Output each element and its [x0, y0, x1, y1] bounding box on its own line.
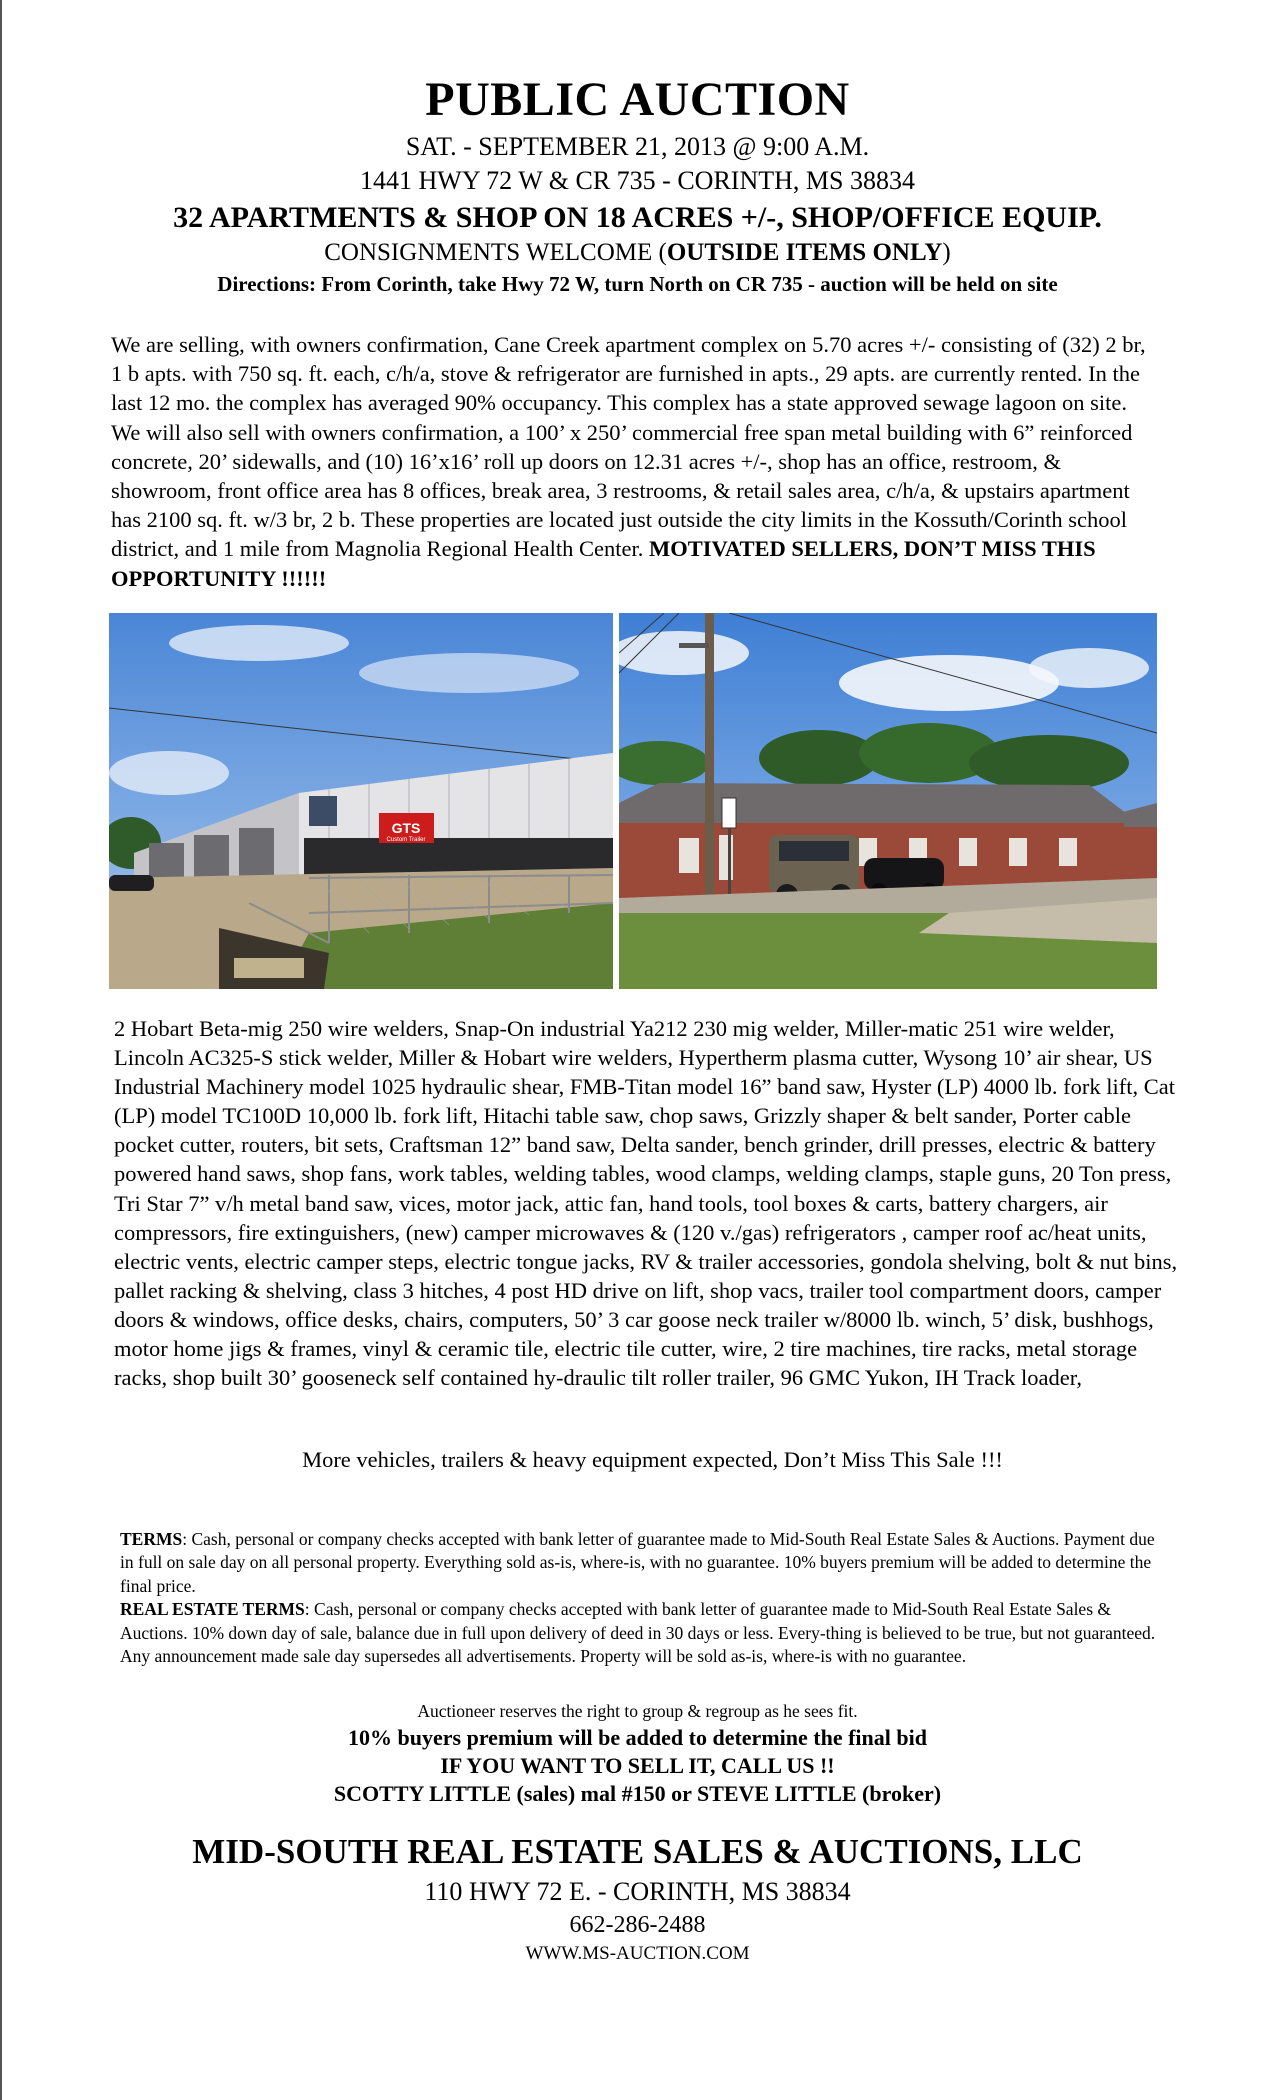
terms-label: TERMS [120, 1529, 183, 1549]
call-to-action: IF YOU WANT TO SELL IT, CALL US !! [440, 1753, 835, 1778]
company-website: WWW.MS-AUCTION.COM [525, 1943, 750, 1964]
terms-text: : Cash, personal or company checks accepted with bank letter of guarantee made to Mid-South Real Estate Sales & Auctions. Payment due in full on sale day on all personal property. Everything sold as-is, where-is, with no guarantee. 10% buyers premium will be added to determine the final price. [120, 1529, 1155, 1596]
description-text: We are selling, with owners confirmation, Cane Creek apartment complex on 5.70 acres +/- consisting of (32) 2 br, 1 b apts. with 750 sq. ft. each, c/h/a, stove & refrigerator are furnished in apts., 29 apts. are currently rented. In the last 12 mo. the complex has averaged 90% occupancy. This complex has a state approved sewage lagoon on site. We will also sell with owners confirmation, a 100’ x 250’ commercial free span metal building with 6” reinforced concrete, 20’ sidewalls, and (10) 16’x16’ roll up doors on 12.31 acres +/-, shop has an office, restroom, & showroom, front office area has 8 offices, break area, 3 restrooms, & retail sales area, c/h/a, & upstairs apartment has 2100 sq. ft. w/3 br, 2 b. These properties are located just outside the city limits in the Kossuth/Corinth school district, and 1 mile from Magnolia Regional Health Center. [111, 332, 1146, 562]
shop-sign-text: GTS [391, 820, 421, 836]
items-list: 2 Hobart Beta-mig 250 wire welders, Snap-On industrial Ya212 230 mig welder, Miller-matic 251 wire welder, Lincoln AC325-S stick welder, Miller & Hobart wire welders, Hypertherm plasma cutter, Wysong 10’ air shear, US Industrial Machinery model 1025 hydraulic shear, FMB-Titan model 16” band saw, Hyster (LP) 4000 lb. fork lift, Cat (LP) model TC100D 10,000 lb. fork lift, Hitachi table saw, chop saws, Grizzly shaper & belt sander, Porter cable pocket cutter, routers, bit sets, Craftsman 12” band saw, Delta sander, bench grinder, drill presses, electric & battery powered hand saws, shop fans, work tables, welding tables, wood clamps, welding clamps, staple guns, 20 Ton press, Tri Star 7” v/h metal band saw, vices, motor jack, attic fan, hand tools, tool boxes & carts, battery chargers, air compressors, fire extinguishers, (new) camper microwaves & (120 v./gas) refrigerators , camper roof ac/heat units, electric vents, electric camper steps, electric tongue jacks, RV & trailer accessories, gondola shelving, bolt & nut bins, pallet racking & shelving, class 3 hitches, 4 post HD drive on lift, shop vacs, trailer tool compartment doors, camper doors & windows, office desks, chairs, computers, 50’ 3 car goose neck trailer w/8000 lb. winch, 5’ disk, bushhogs, motor home jigs & frames, vinyl & ceramic tile, electric tile cutter, wire, 2 tire machines, tire racks, metal storage racks, shop built 30’ gooseneck self contained hy-draulic tilt roller trailer, 96 GMC Yukon, IH Track loader, [114, 1016, 1178, 1391]
company-address: 110 HWY 72 E. - CORINTH, MS 38834 [424, 1877, 851, 1906]
auction-date: SAT. - SEPTEMBER 21, 2013 @ 9:00 A.M. [405, 132, 870, 161]
property-headline: 32 APARTMENTS & SHOP ON 18 ACRES +/-, SHOP/OFFICE EQUIP. [173, 201, 1102, 234]
description-emphasis: MOTIVATED SELLERS, DON’T MISS THIS OPPORTUNITY !!!!!! [111, 536, 1096, 591]
closing-line: More vehicles, trailers & heavy equipment expected, Don’t Miss This Sale !!! [302, 1447, 1003, 1472]
auctioneer-reserve-note: Auctioneer reserves the right to group & regroup as he sees fit. [417, 1701, 858, 1721]
consignments-text: CONSIGNMENTS WELCOME ( [324, 239, 667, 266]
real-estate-terms [120, 1598, 1160, 1668]
property-description [111, 330, 1161, 593]
real-estate-terms-text: : Cash, personal or company checks accepted with bank letter of guarantee made to Mid-South Real Estate Sales & Auctions. 10% down day of sale, balance due in full upon delivery of deed in 30 days or less. Every-thing is believed to be true, but not guaranteed. Any announcement made sale day supersedes all advertisements. Property will be sold as-is, where-is with no guarantee. [120, 1599, 1156, 1667]
real-estate-terms-label: REAL ESTATE TERMS [120, 1599, 305, 1620]
consignments-bold: OUTSIDE ITEMS ONLY [666, 239, 943, 266]
consignments-end: ) [942, 239, 951, 266]
terms-section [120, 1528, 1160, 1668]
apartment-complex-photo [619, 613, 1157, 989]
company-phone: 662-286-2488 [569, 1912, 706, 1938]
directions: Directions: From Corinth, take Hwy 72 W, turn North on CR 735 - auction will be held on site [217, 272, 1058, 296]
auction-address: 1441 HWY 72 W & CR 735 - CORINTH, MS 38834 [360, 166, 915, 195]
contact-names: SCOTTY LITTLE (sales) mal #150 or STEVE LITTLE (broker) [333, 1781, 942, 1806]
flyer-title: PUBLIC AUCTION [425, 73, 850, 126]
company-name: MID-SOUTH REAL ESTATE SALES & AUCTIONS, LLC [192, 1832, 1083, 1871]
buyers-premium-note: 10% buyers premium will be added to determine the final bid [348, 1725, 927, 1750]
shop-building-photo [109, 613, 613, 989]
consignments-note [0, 239, 1275, 267]
personal-property-terms [120, 1528, 1160, 1598]
shop-sign-subtext: Custom Trailer [386, 837, 426, 843]
